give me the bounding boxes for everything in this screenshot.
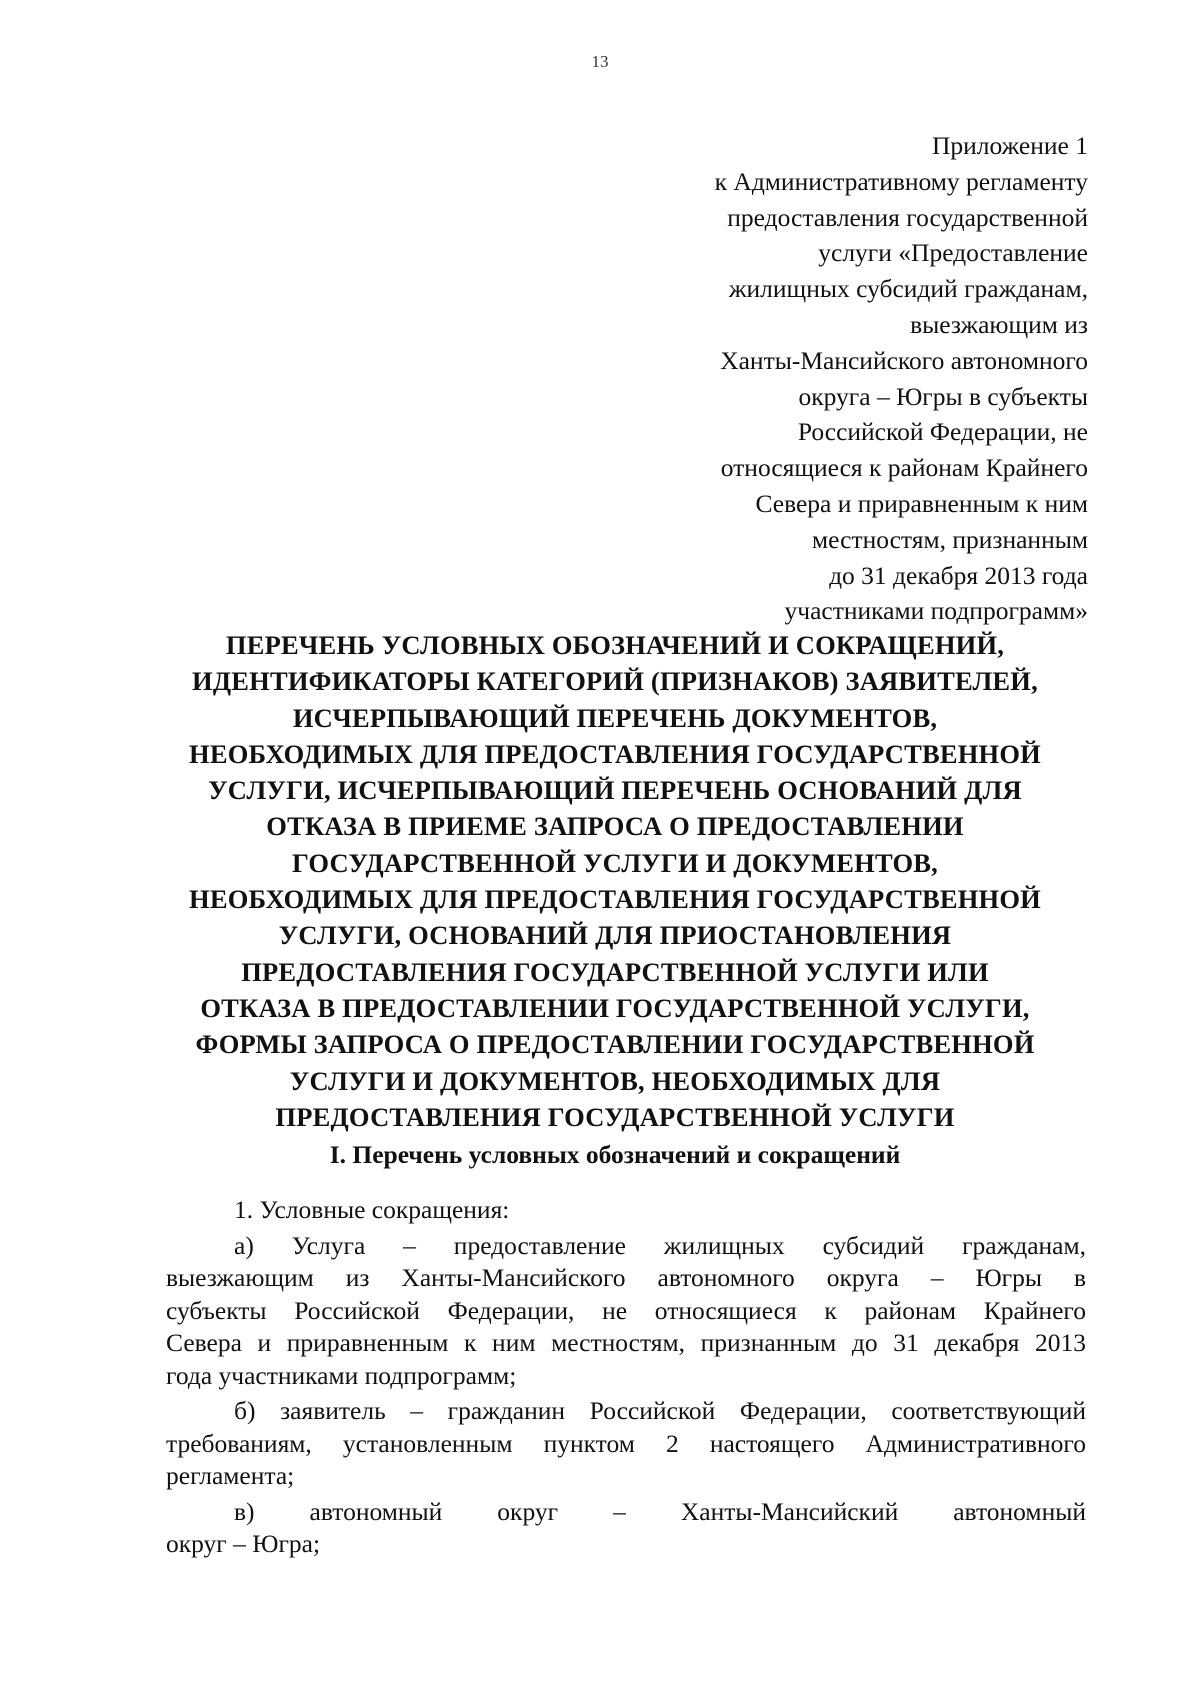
appendix-line: жилищных субсидий гражданам, bbox=[728, 274, 1088, 304]
appendix-line: к Административному регламенту bbox=[714, 166, 1088, 196]
title-line: ПЕРЕЧЕНЬ УСЛОВНЫХ ОБОЗНАЧЕНИЙ И СОКРАЩЕНИЙ, bbox=[225, 630, 1005, 660]
item-1 bbox=[166, 1194, 1086, 1227]
appendix-line: до 31 декабря 2013 года bbox=[829, 560, 1088, 590]
page-number: 13 bbox=[591, 52, 609, 71]
title-line: УСЛУГИ, ИСЧЕРПЫВАЮЩИЙ ПЕРЕЧЕНЬ ОСНОВАНИЙ ДЛЯ bbox=[208, 775, 1022, 806]
title-line: ФОРМЫ ЗАПРОСА О ПРЕДОСТАВЛЕНИИ ГОСУДАРСТВЕННОЙ bbox=[195, 1029, 1035, 1060]
title-line: НЕОБХОДИМЫХ ДЛЯ ПРЕДОСТАВЛЕНИЯ ГОСУДАРСТВЕННОЙ bbox=[189, 738, 1041, 769]
paragraph-line: требованиям, установленным пунктом 2 настоящего Административного bbox=[166, 1428, 1086, 1458]
paragraph-b bbox=[166, 1395, 1086, 1493]
title-line: ГОСУДАРСТВЕННОЙ УСЛУГИ И ДОКУМЕНТОВ, bbox=[292, 847, 938, 878]
paragraph-line: субъекты Российской Федерации, не относящиеся к районам Крайнего bbox=[166, 1295, 1086, 1325]
paragraph-line: выезжающим из Ханты-Мансийского автономного округа – Югры в bbox=[166, 1263, 1086, 1292]
appendix-line: Российской Федерации, не bbox=[797, 417, 1088, 447]
body-text bbox=[166, 1194, 1086, 1564]
title-line: ПРЕДОСТАВЛЕНИЯ ГОСУДАРСТВЕННОЙ УСЛУГИ ИЛИ bbox=[241, 956, 989, 987]
section-heading: I. Перечень условных обозначений и сокращений bbox=[329, 1140, 901, 1169]
title-line: ОТКАЗА В ПРЕДОСТАВЛЕНИИ ГОСУДАРСТВЕННОЙ УСЛУГИ, bbox=[200, 992, 1030, 1023]
document-title bbox=[150, 627, 1080, 1135]
appendix-line: Севера и приравненным к ним bbox=[755, 488, 1088, 518]
title-line: УСЛУГИ И ДОКУМЕНТОВ, НЕОБХОДИМЫХ ДЛЯ bbox=[289, 1065, 941, 1096]
title-line: ПРЕДОСТАВЛЕНИЯ ГОСУДАРСТВЕННОЙ УСЛУГИ bbox=[275, 1101, 955, 1132]
appendix-line: местностям, признанным bbox=[812, 524, 1088, 554]
paragraph-a bbox=[166, 1230, 1086, 1393]
paragraph-line: в) автономный округ – Ханты-Мансийский автономный bbox=[234, 1496, 1086, 1526]
paragraph-line: а) Услуга – предоставление жилищных субсидий гражданам, bbox=[234, 1230, 1086, 1260]
title-line: УСЛУГИ, ОСНОВАНИЙ ДЛЯ ПРИОСТАНОВЛЕНИЯ bbox=[278, 920, 952, 951]
appendix-line: выезжающим из bbox=[910, 309, 1088, 339]
appendix-line: участниками подпрограмм» bbox=[784, 596, 1088, 626]
appendix-line: услуги «Предоставление bbox=[818, 238, 1088, 268]
paragraph-c bbox=[166, 1496, 1086, 1561]
appendix-line: Ханты-Мансийского автономного bbox=[720, 345, 1088, 375]
appendix-line: округа – Югры в субъекты bbox=[798, 381, 1088, 411]
title-line: ИСЧЕРПЫВАЮЩИЙ ПЕРЕЧЕНЬ ДОКУМЕНТОВ, bbox=[292, 702, 938, 733]
paragraph-line: б) заявитель – гражданин Российской Федерации, соответствующий bbox=[234, 1396, 1086, 1425]
title-line: ОТКАЗА В ПРИЕМЕ ЗАПРОСА О ПРЕДОСТАВЛЕНИИ bbox=[266, 811, 964, 842]
title-line: ИДЕНТИФИКАТОРЫ КАТЕГОРИЙ (ПРИЗНАКОВ) ЗАЯВИТЕЛЕЙ, bbox=[192, 666, 1038, 697]
paragraph-line: регламента; bbox=[166, 1461, 295, 1490]
paragraph-line: округ – Югра; bbox=[166, 1529, 321, 1558]
title-line: НЕОБХОДИМЫХ ДЛЯ ПРЕДОСТАВЛЕНИЯ ГОСУДАРСТВЕННОЙ bbox=[189, 884, 1041, 915]
paragraph-line: Севера и приравненным к ним местностям, признанным до 31 декабря 2013 bbox=[166, 1328, 1086, 1357]
appendix-line: относящиеся к районам Крайнего bbox=[720, 453, 1088, 483]
appendix-line: Приложение 1 bbox=[932, 131, 1088, 160]
item-1-line: 1. Условные сокращения: bbox=[234, 1195, 510, 1224]
paragraph-line: года участниками подпрограмм; bbox=[166, 1360, 517, 1390]
appendix-line: предоставления государственной bbox=[727, 202, 1088, 232]
appendix-note bbox=[588, 128, 1088, 629]
